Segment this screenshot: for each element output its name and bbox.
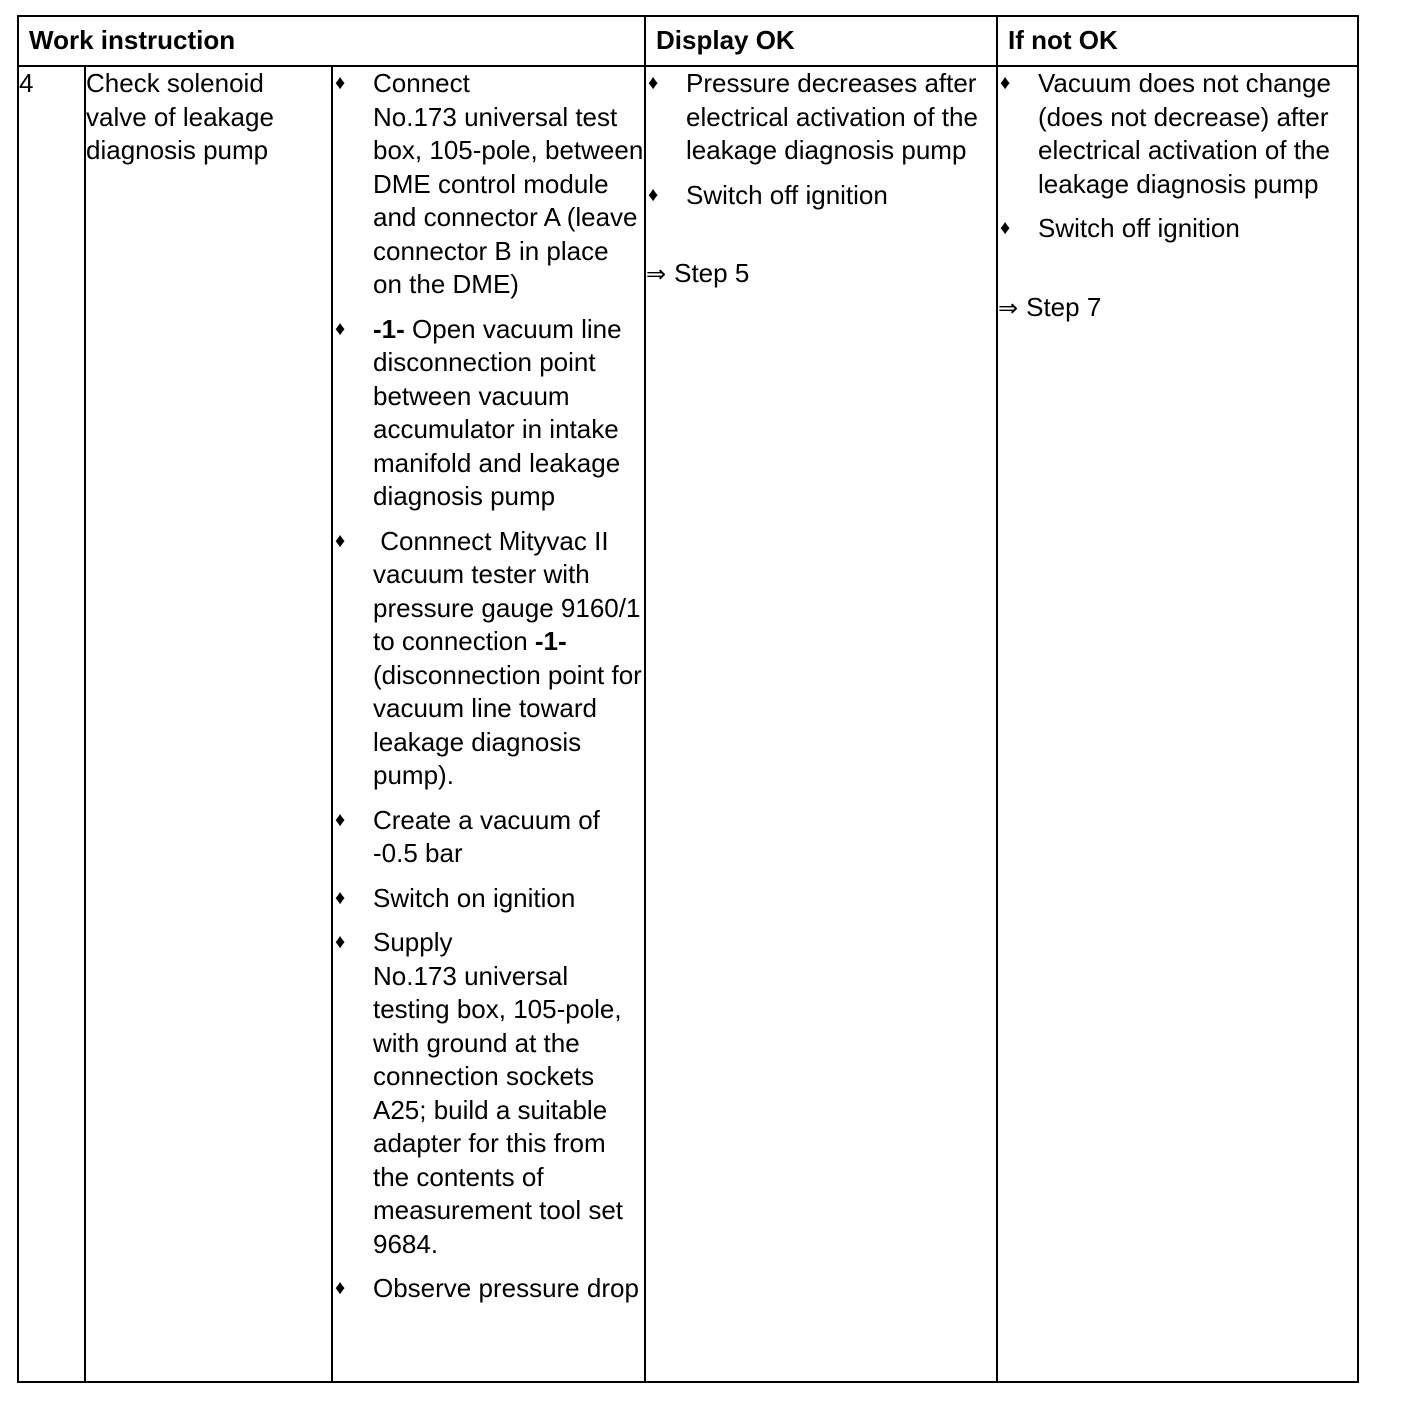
- step-number: 4: [19, 68, 34, 98]
- list-item-text: Switch off ignition: [1038, 213, 1240, 243]
- diamond-bullet-icon: ♦: [335, 529, 346, 552]
- list-item: [998, 67, 1357, 201]
- list-item-text: [373, 525, 650, 793]
- right-arrow-icon: ⇒: [998, 294, 1019, 322]
- diamond-bullet-icon: ♦: [648, 183, 659, 206]
- test-name: Check solenoid valve of leakage diagnosis pump: [86, 68, 274, 165]
- diamond-bullet-icon: ♦: [335, 317, 346, 340]
- list-item: [333, 882, 644, 916]
- list-item: [333, 67, 644, 302]
- header-display-ok: Display OK: [645, 16, 997, 66]
- work-steps-cell: [332, 66, 650, 1382]
- list-item: [333, 525, 650, 793]
- list-item: [998, 212, 1357, 246]
- display-ok-list: [646, 67, 996, 212]
- work-steps-list: [333, 67, 650, 1306]
- header-if-not-ok: If not OK: [997, 16, 1358, 66]
- test-name-cell: [85, 66, 332, 1382]
- list-item-text: [373, 926, 644, 1261]
- diamond-bullet-icon: ♦: [648, 72, 659, 94]
- step-text: Open vacuum line disconnection point between vacuum accumulator in intake manifold and leakage diagnosis pump: [373, 313, 629, 511]
- diamond-bullet-icon: ♦: [335, 886, 346, 909]
- list-item-text: [373, 882, 644, 916]
- reference-mark: -1-: [534, 626, 567, 656]
- diamond-bullet-icon: ♦: [335, 1277, 346, 1299]
- step-text: Observe pressure drop: [373, 1273, 639, 1303]
- next-step-label: Step 7: [1026, 291, 1102, 322]
- diamond-bullet-icon: ♦: [335, 72, 346, 94]
- step-text: Create a vacuum of -0.5 bar: [373, 804, 608, 868]
- diamond-bullet-icon: ♦: [1000, 217, 1011, 239]
- right-arrow-icon: ⇒: [646, 261, 667, 288]
- step-text: Connect No.173 universal test box, 105-pole, between DME control module and connector A (leave connector B in place on the DME): [373, 68, 644, 299]
- header-work-instruction: Work instruction: [18, 16, 645, 66]
- list-item-text: Pressure decreases after electrical activation of the leakage diagnosis pump: [686, 68, 986, 165]
- display-ok-cell: [645, 66, 997, 1382]
- list-item-text: [373, 1272, 644, 1306]
- list-item-text: [373, 313, 644, 514]
- if-not-ok-cell: [997, 66, 1358, 1382]
- list-item: [646, 67, 996, 168]
- list-item: [333, 804, 644, 871]
- step-text: Switch on ignition: [373, 882, 576, 913]
- work-instruction-table: [17, 15, 1359, 1383]
- header-row: [18, 16, 1358, 66]
- list-item-text: [373, 67, 644, 302]
- step-number-cell: [18, 66, 85, 1382]
- list-item: [333, 1272, 644, 1306]
- list-item: [333, 313, 644, 514]
- step-text: Supply No.173 universal testing box, 105-pole, with ground at the connection sockets A25; build a suitable adapter for this from the contents of measurement tool set 9684.: [373, 927, 624, 1259]
- table-row: [18, 66, 1358, 1382]
- diamond-bullet-icon: ♦: [335, 931, 346, 953]
- step-text: (disconnection point for vacuum line toward leakage diagnosis pump).: [373, 626, 650, 790]
- list-item-text: [373, 804, 644, 871]
- step-text: Connnect Mityvac II vacuum tester with pressure gauge 9160/1 to connection: [373, 525, 648, 656]
- list-item-text: Switch off ignition: [686, 179, 888, 210]
- next-step-label: Step 5: [674, 258, 750, 288]
- diamond-bullet-icon: ♦: [335, 808, 346, 831]
- display-ok-next-step: [646, 257, 996, 292]
- list-item: [646, 179, 996, 213]
- list-item: [333, 926, 644, 1261]
- reference-mark: -1-: [373, 313, 405, 344]
- diamond-bullet-icon: ♦: [1000, 72, 1011, 94]
- if-not-ok-next-step: [998, 291, 1357, 326]
- if-not-ok-list: [998, 67, 1357, 246]
- list-item-text: Vacuum does not change (does not decrease) after electrical activation of the leakage diagnosis pump: [1038, 68, 1339, 199]
